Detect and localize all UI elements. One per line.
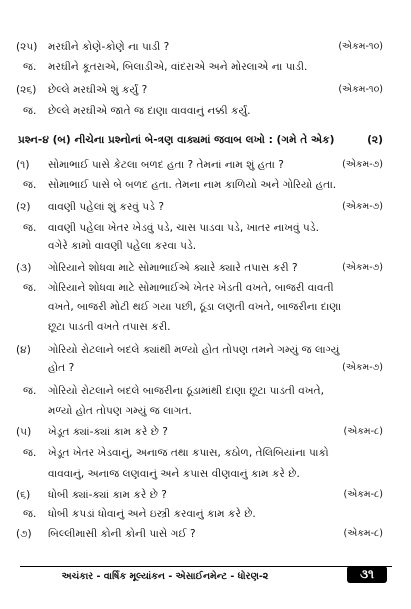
- line-text: ગોરિયો રોટલાને બદલે ક્યાંથી મળ્યો હોત તોપણ તમને ગમ્યું જ લાગ્યું: [48, 344, 340, 356]
- question-number: (૬): [16, 489, 31, 501]
- question-number: (૩): [16, 262, 32, 274]
- line-text: સોમાભાઈ પાસે કેટલા બળદ હતા ? તેમનાં નામ શું હતા ?: [48, 159, 284, 171]
- answer-marker: જ.: [23, 105, 37, 117]
- question-number: (૨૫): [16, 41, 38, 53]
- question-number: (૭): [16, 528, 32, 540]
- line-text: મરઘીને કોણે-કોણે ના પાડી ?: [48, 41, 170, 53]
- line-text: મરઘીને કૂતરાએ, બિલાડીએ, વાંદરાએ અને મોરલાએ ના પાડી.: [48, 61, 308, 73]
- answer-marker: જ.: [23, 222, 37, 234]
- section-title: પ્રશ્ન-૪ (બ) નીચેના પ્રશ્નોનાં બે-ત્રણ વાક્યમાં જવાબ લખો : (ગમે તે એક): [18, 134, 335, 146]
- line-text: વખતે, બાજરી મોટી થઈ ગયા પછી, ઠૂંડા લણતી વખતે, બાજરીના દાણા: [48, 301, 342, 313]
- question-number: (૪): [16, 344, 31, 356]
- line-text: ખેડૂત ક્યાં-ક્યાં કામ કરે છે ?: [48, 426, 168, 438]
- line-text: મળ્યો હોત તોપણ ગમ્યું જ લાગત.: [48, 405, 192, 417]
- line-text: ધોબી કપડાં ધોવાનું અને ઇસ્ત્રી કરવાનું કામ કરે છે.: [48, 508, 256, 520]
- footer-divider: [20, 566, 392, 567]
- unit-reference: (એકમ-૭): [342, 262, 383, 273]
- section-marks: (૨): [367, 134, 383, 146]
- answer-marker: જ.: [23, 508, 37, 520]
- line-text: વાવણી પહેલાં શું કરવું પડે ?: [48, 201, 164, 213]
- footer-text: અચંકાર - વાર્ષિક મૂલ્યાંકન - એસાઈનમેન્ટ - ધોરણ-૨: [61, 571, 269, 582]
- line-text: ગોરિયાને શોધવા માટે સોમાભાઈએ ખેતર ખેડતી વખતે, બાજરી વાવતી: [48, 282, 334, 294]
- unit-reference: (એકમ-૮): [343, 528, 383, 539]
- question-number: (૫): [16, 426, 32, 438]
- line-text: હોત ?: [48, 362, 75, 374]
- unit-reference: (એકમ-૧૦): [338, 41, 383, 52]
- question-number: (૨૬): [16, 84, 37, 96]
- line-text: ખેડૂત ખેતર ખેડવાનું, અનાજ તથા કપાસ, કઠોળ, તેલિબિયાંના પાકો: [48, 447, 329, 459]
- answer-marker: જ.: [23, 282, 37, 294]
- page-number: ૩૧: [347, 566, 387, 583]
- line-text: ગોરિયાને શોધવા માટે સોમાભાઈએ ક્યારે ક્યારે તપાસ કરી ?: [48, 262, 298, 274]
- answer-marker: જ.: [23, 61, 37, 73]
- answer-marker: જ.: [23, 179, 37, 191]
- question-number: (૨): [16, 201, 31, 213]
- question-number: (૧): [16, 159, 30, 171]
- unit-reference: (એકમ-૮): [343, 426, 383, 437]
- line-text: ધોબી ક્યાં-ક્યાં કામ કરે છે ?: [48, 489, 167, 501]
- line-text: છેલ્લે મરઘીએ શું કર્યું ?: [48, 84, 148, 96]
- unit-reference: (એકમ-૭): [342, 362, 383, 373]
- answer-marker: જ.: [23, 385, 37, 397]
- line-text: બિલ્લીમાસી કોની કોની પાસે ગઈ ?: [48, 528, 196, 540]
- unit-reference: (એકમ-૭): [342, 201, 383, 212]
- line-text: છૂટા પાડતી વખતે તપાસ કરી.: [48, 321, 171, 333]
- line-text: છેલ્લે મરઘીએ જાતે જ દાણા વાવવાનું નક્કી કર્યું.: [48, 105, 251, 117]
- line-text: ગોરિયો રોટલાને બદલે બાજરીના ઠૂંડામાંથી દાણા છૂટા પાડતી વખતે,: [48, 385, 325, 397]
- line-text: સોમાભાઈ પાસે બે બળદ હતા. તેમના નામ કાળિયો અને ગોરિયો હતા.: [48, 179, 337, 191]
- answer-marker: જ.: [23, 447, 37, 459]
- unit-reference: (એકમ-૮): [343, 489, 383, 500]
- line-text: વાવવાનું, અનાજ લણવાનું અને કપાસ વીણવાનું કામ કરે છે.: [48, 468, 300, 480]
- unit-reference: (એકમ-૭): [342, 159, 383, 170]
- line-text: વગેરે કામો વાવણી પહેલા કરવા પડે.: [48, 240, 197, 252]
- unit-reference: (એકમ-૧૦): [338, 84, 383, 95]
- line-text: વાવણી પહેલા ખેતર ખેડવું પડે, ચાસ પાડવા પડે, ખાતર નાખવું પડે.: [48, 222, 319, 234]
